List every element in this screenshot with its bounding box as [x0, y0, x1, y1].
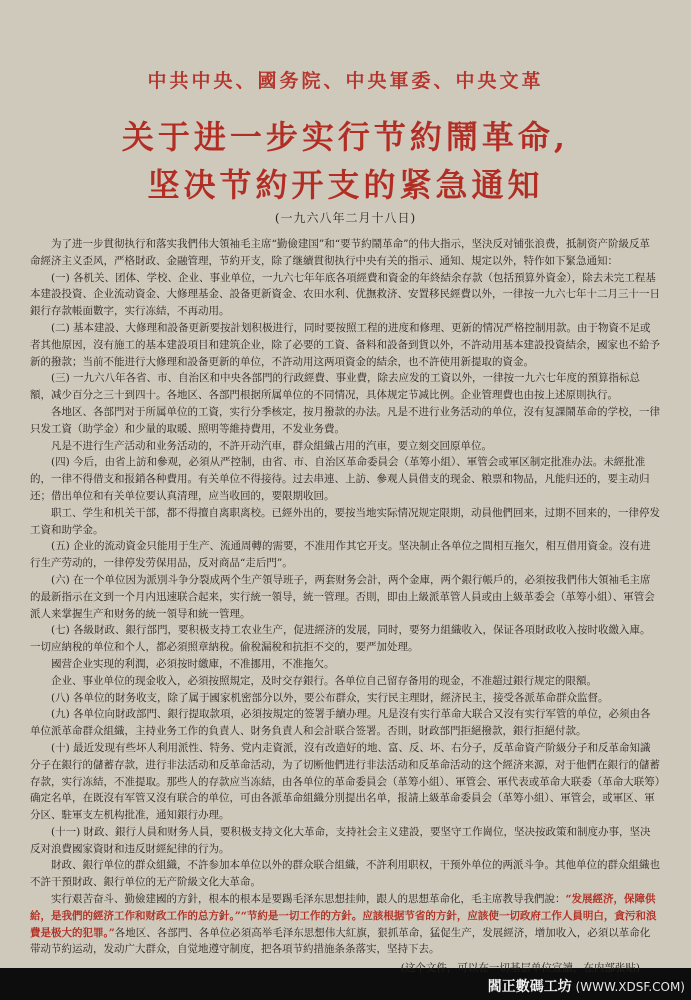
paragraph-3b: 各地区、各部門对于所属单位的工資，实行分季核定，按月撥款的办法。凡是不进行业务活动的单位，沒有复課鬧革命的学校，一律只发工資（助学金）和少量的取暖、照明等維持費用，不发业务費。	[30, 405, 660, 435]
issue-date: (一九六八年二月十八日)	[274, 211, 417, 225]
paragraph-11b: 財政、銀行单位的群众組織，不許参加本单位以外的群众联合組織，不許利用职权，干预外单位的两派斗争。其他单位的群众組織也不許干預財政、銀行单位的无产阶級文化大革命。	[30, 859, 660, 889]
closing-tail: 各地区、各部門、各单位必須高举毛泽东思想伟大紅旗，狠抓革命，猛促生产，发展經济，增加收入，必須以革命化带动节約运动，发动广大群众，自觉地遵守制度，把各項节約措施条条落实，坚持下去。	[30, 926, 651, 956]
watermark-url: (WWW.XDSF.COM)	[575, 980, 685, 994]
closing-quote: “发展經济，保障供給，是我們的經济工作和财政工作的总方針。”“节約是一切工作的方針。应該根据节省的方針，应該使一切政府工作人員明白，貪污和浪費是极大的犯罪。”	[30, 893, 657, 939]
document-body	[30, 236, 660, 977]
paragraph-7: (七) 各級財政、銀行部門，要积极支持工农业生产，促进經济的发展，同时，要努力組織收入，保证各項財政收入按时收繳入庫。一切应納稅的单位和个人，都必須照章納稅。偷稅漏稅和抗拒不交的，要严加处理。	[30, 624, 651, 654]
title-line-2: 坚决节約开支的紧急通知	[147, 166, 544, 204]
paragraph-1: (一) 各机关、团体、学校、企业、事业单位，一九六七年年底各項經費和資金的年終結余存款（包括預算外資金），除去未完工程基本建設投資、企业流动資金、大修理基金、設备更新資金、农田水利、优撫救济、安置移民經費以外，一律按一九六七年十二月三十一日銀行存款帳面數字，实行冻結，不再动用。	[30, 271, 660, 318]
paragraph-4b: 职工、学生和机关干部，都不得擅自离职离校。已經外出的，要按当地实际情况规定限期，动員他們回来，过期不回来的，一律停发工資和助学金。	[30, 506, 660, 536]
paragraph-2: (二) 基本建設、大修理和設备更新要按計划积极进行，同时要按照工程的进度和修理、更新的情况严格控制用款。由于物資不足或者其他原因，沒有施工的基本建設項目和建筑企业，除了必要的工資、备料和設备到貨以外，不許动用基本建設投資結余，國家也不給予新的撥款；当前不能进行大修理和設备更新的单位，不許动用这两項資金的結余，也不許使用新提取的資金。	[30, 321, 660, 368]
paragraph-6: (六) 在一个单位因为派別斗争分裂成两个生产領导班子，两套财务会計，两个金庫，两个銀行帳戶的，必須按我們伟大領袖毛主席的最新指示在文到一个月内迅速联合起来，实行統一領导，統一管理。否則，即由上級派革管人員或由上級革委会（革筹小組）、軍管会派人来掌握生产和财务的統一領导和統一管理。	[30, 573, 655, 620]
paragraph-3: (三) 一九六八年各省、市、自治区和中央各部門的行政經費、事业費，除去应发的工資以外，一律按一九六七年度的預算指标总額，减少百分之三十到四十。各地区、各部門根据所属单位的不同情况，具体规定节减比例。企业管理費也由按上述原則执行。	[30, 372, 641, 402]
paragraph-5: (五) 企业的流动資金只能用于生产、流通周轉的需要，不准用作其它开支。坚决制止各单位之間相互拖欠，相互借用資金。沒有进行生产劳动的，一律停发劳保用品，反对商品“走后門”。	[30, 540, 651, 570]
paragraph-9: (九) 各单位向財政部門、銀行提取款項，必須按規定的签署手續办理。凡是沒有实行革命大联合又沒有实行军管的单位，必须由各单位派革命群众組織，主持业务工作的負責人、財务負責人和会計联合签署。否則，財政部門拒絕撥款，銀行拒絕付款。	[30, 708, 651, 738]
closing-lead: 实行艰苦奋斗、勤儉建國的方針，根本的根本是要踢毛泽东思想挂帅，跟人的思想革命化，毛主席教导我們說：	[51, 893, 566, 906]
paragraph-11: (十一) 財政、銀行人員和财务人員，要积极支持文化大革命，支持社会主义建設，要坚守工作崗位，坚决按政策和制度办事，坚决反对浪費國家資財和违反財經紀律的行为。	[30, 825, 651, 855]
paragraph-4: (四) 今后，由省上訪和參观，必須从严控制，由省、市、自治区革命委員会（革筹小組）、軍管会或軍区制定批准办法。未經批准的，一律不得借支和报銷各种費用。有关单位不得接待。过去串連、上訪、參观人員借支的现金、粮票和物品，凡能归还的，要主动归还；借出单位和有关单位要认真清理，应当收回的，要限期收回。	[30, 456, 650, 502]
title-line-1: 关于进一步实行节約鬧革命,	[121, 118, 570, 156]
issuer-line: 中共中央、國务院、中央軍委、中央文革	[147, 70, 544, 92]
closing-paragraph	[30, 891, 660, 958]
scanner-watermark	[488, 976, 685, 996]
paragraph-10: (十) 最近发现有些坏人利用派性、特务、党内走資派，沒有改造好的地、富、反、坏、右分子，反革命資产阶級分子和反革命知識分子在銀行的儲蓄存款，进行非法活动和反革命活动，为了切断他們进行非法活动和反革命活动的这个經济来源，对于他們在銀行的儲蓄存款，实行冻結，不准提取。那些人的存款应当冻結，由各单位的革命委員会（革筹小組）、軍管会、軍代表或革命大联委（革命大联筹）确定名单，在既沒有军管又沒有联合的单位，可由各派革命組織分別提出名单，报請上級革命委員会（革筹小組）、軍管会，或軍区、軍分区、駐軍支左机构批准，通知銀行办理。	[30, 741, 660, 822]
intro-paragraph: 为了进一步貫彻执行和落实我們伟大領袖毛主席“勤儉建国”和“要节約鬧革命”的伟大指示，坚決反对铺张浪费，抵制资产阶級反革命經济主义歪风，严格財政、金融管理，节約开支，除了继續貫彻执行中央有关的指示、通知、規定以外，特作如下緊急通知：	[30, 238, 650, 267]
paragraph-7b: 國营企业实现的利潤，必須按时繳庫，不准挪用，不准拖欠。	[51, 657, 335, 670]
watermark-brand: 閻正數碼工坊	[487, 979, 572, 995]
posting-note: (这个文件，可以在一切基层单位宣讀，在内部张贴)	[400, 962, 640, 975]
paragraph-7c: 企业、事业单位的现金收入，必須按照規定，及时交存銀行。各单位自己留存备用的现金，不准超过銀行规定的限額。	[51, 674, 597, 687]
paragraph-8: (八) 各单位的財务收支，除了属于國家机密部分以外，要公布群众，实行民主理財，經济民主，接受各派革命群众监督。	[51, 691, 609, 704]
paragraph-3c: 凡是不进行生产活动和业务活动的，不許开动汽車，群众組織占用的汽車，要立刻交回原单位。	[51, 439, 492, 452]
